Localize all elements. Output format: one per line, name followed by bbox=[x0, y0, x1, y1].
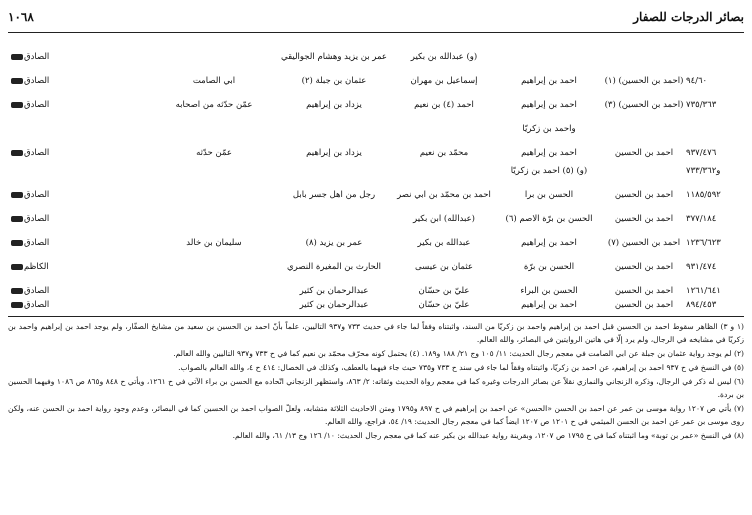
imam-name: الصادق bbox=[24, 52, 50, 62]
honorific-glyph-icon bbox=[11, 264, 23, 270]
page-header bbox=[8, 4, 744, 30]
imam-name: الصادق bbox=[24, 238, 50, 248]
narrator-1: احمد بن الحسين bbox=[614, 214, 674, 224]
narrator-4: الحارث بن المغيرة النصري bbox=[287, 262, 381, 272]
isnad-row bbox=[8, 148, 744, 168]
narrator-2: احمد بن إبراهيم bbox=[521, 300, 577, 310]
narrator-1: (احمد بن الحسين) (١) bbox=[604, 76, 684, 86]
narrator-5: عمّن حدّثه bbox=[196, 148, 232, 158]
honorific-glyph-icon bbox=[11, 150, 23, 156]
isnad-row bbox=[8, 76, 744, 96]
narrator-2: احمد بن إبراهيم bbox=[521, 76, 577, 86]
honorific-glyph-icon bbox=[11, 302, 23, 308]
narrator-1: احمد بن الحسين bbox=[614, 262, 674, 272]
narrator-3: عثمان بن عيسى bbox=[415, 262, 473, 272]
honorific-glyph-icon bbox=[11, 192, 23, 198]
narrator-1: (احمد بن الحسين) (٣) bbox=[604, 100, 684, 110]
narrator-4: يزداد بن إبراهيم bbox=[306, 148, 362, 158]
honorific-glyph-icon bbox=[11, 78, 23, 84]
isnad-row bbox=[8, 214, 744, 234]
imam-name: الصادق bbox=[24, 300, 50, 310]
narrator-2: الحسن بن برّة bbox=[523, 262, 575, 272]
imam-name: الصادق bbox=[24, 148, 50, 158]
footnote: (١ و ٣) الظاهر سقوط احمد بن الحسين قبل احمد بن إبراهيم واحمد بن زكريّا من السند، واثبتناه وفقاً لما جاء في حديث ٧٣٣ و٩٣٧ التاليين، علماً بأنّ احمد بن الحسين بن سعيد من مشايخ الصفّار، ولم يوجد احمد بن إبراهيم واحمد بن زكريّا في مشايخه في الرجال، ولم يرد إلّا في هاتين الروايتين في البصائر، والله العالم. bbox=[8, 322, 745, 344]
book-title: بصائر الدرجات للصفار bbox=[633, 10, 744, 24]
hadith-number: ٨٩٤/٤٥٣ bbox=[686, 300, 717, 310]
narrator-5: ابي الصامت bbox=[192, 76, 236, 86]
hadith-number: ٧٣٥/٣٦٣ bbox=[686, 100, 717, 110]
isnad-row bbox=[8, 124, 744, 144]
hadith-number: ١١٨٥/٥٩٢ bbox=[686, 190, 721, 200]
isnad-row bbox=[8, 52, 744, 72]
hadith-number: ١٢٣٦/٦٢٣ bbox=[686, 238, 721, 248]
isnad-row bbox=[8, 100, 744, 120]
narrator-3: (عبدالله) ابن بكير bbox=[413, 214, 475, 224]
hadith-number: و٧٣٣/٣٦٢ bbox=[686, 166, 721, 176]
isnad-row bbox=[8, 166, 744, 186]
narrator-4: عمر بن يزيد (٨) bbox=[305, 238, 363, 248]
isnad-row bbox=[8, 300, 744, 320]
narrator-4: عمر بن يزيد وهشام الجواليقي bbox=[281, 52, 387, 62]
narrator-4: عبدالرحمان بن كثير bbox=[299, 286, 369, 296]
imam-name: الصادق bbox=[24, 286, 50, 296]
footnote: (٦) ليس له ذكر في الرجال، وذكره الزنجاني والنمازي نقلاً عن بصائر الدرجات وغيره كما في معجم رواة الحديث وثقاته: ٢/ ٨٦٣، واستظهر الزنجاني اتّحاده مع الحسن بن براء الآتي في ح ١٢٦١، ويأتي ح ٨٤٨ و٨٦٥ ص ١٠٨٦ وفيهما الحسين بن بردة. bbox=[8, 377, 744, 399]
narrator-3: عبدالله بن بكير bbox=[417, 238, 471, 248]
hadith-number: ٩٣٧/٤٧٦ bbox=[686, 148, 717, 158]
narrator-4: عبدالرحمان بن كثير bbox=[299, 300, 369, 310]
header-rule bbox=[8, 32, 744, 33]
narrator-4: رجل من اهل جسر بابل bbox=[292, 190, 376, 200]
narrator-2: واحمد بن زكريّا bbox=[522, 124, 576, 134]
page-number: ١٠٦٨ bbox=[8, 10, 34, 24]
imam-name: الصادق bbox=[24, 100, 50, 110]
footnote-separator bbox=[8, 316, 744, 317]
footnote: (٧) يأتي ص ١٢٠٧ رواية موسى بن عمر عن احمد بن الحسن «الحسن» عن احمد بن إبراهيم في ح ٨٩٧ و١٧٩٥ ومتن الاحاديث الثلاثة متشابه، ولعلّ الصواب احمد بن الحسين كما في البصائر، وعدم وجود رواية احمد بن الحسن عنه، ولكن روى موسى بن عمر عن احمد بن الحسن الميثمي في ح ١٢٠١ ص ١٢٠٧ ايضاً كما في معجم رجال الحديث: ١٩/ ٥٤، فراجع، والله العالم. bbox=[8, 404, 744, 426]
narrator-1: احمد بن الحسين (٧) bbox=[607, 238, 681, 248]
narrator-1: احمد بن الحسين bbox=[614, 300, 674, 310]
narrator-3: عليّ بن حسّان bbox=[418, 286, 470, 296]
honorific-glyph-icon bbox=[11, 288, 23, 294]
narrator-2: احمد بن إبراهيم bbox=[521, 100, 577, 110]
footnote: (٢) لم يوجد رواية عثمان بن جبلة عن ابي الصامت في معجم رجال الحديث: ١١/ ١٠٥ وج ٢١/ ١٨٨ و١٨٩. (٤) يحتمل كونه محرّف محمّد بن نعيم كما في ح ٧٣٣ و٩٣٧ التاليين والله العالم. bbox=[173, 349, 744, 358]
hadith-number: ٣٧٧/١٨٤ bbox=[686, 214, 717, 224]
isnad-row bbox=[8, 262, 744, 282]
narrator-2: (و) (٥) احمد بن زكريّا bbox=[510, 166, 588, 176]
footnotes bbox=[8, 320, 744, 443]
narrator-3: احمد بن محمّد بن ابي نصر bbox=[397, 190, 491, 200]
honorific-glyph-icon bbox=[11, 240, 23, 246]
narrator-2: الحسن بن برّة الاصم (٦) bbox=[505, 214, 593, 224]
narrator-2: الحسن بن برا bbox=[524, 190, 574, 200]
honorific-glyph-icon bbox=[11, 216, 23, 222]
narrator-1: احمد بن الحسين bbox=[614, 190, 674, 200]
narrator-5: سليمان بن خالد bbox=[186, 238, 242, 248]
narrator-3: عليّ بن حسّان bbox=[418, 300, 470, 310]
narrator-3: إسماعيل بن مهران bbox=[410, 76, 478, 86]
imam-name: الصادق bbox=[24, 76, 50, 86]
honorific-glyph-icon bbox=[11, 54, 23, 60]
hadith-number: ٩٤/٦٠ bbox=[686, 76, 708, 86]
hadith-number: ١٢٦١/٦٤١ bbox=[686, 286, 721, 296]
imam-name: الصادق bbox=[24, 214, 50, 224]
narrator-4: يزداد بن إبراهيم bbox=[306, 100, 362, 110]
narrator-1: احمد بن الحسين bbox=[614, 148, 674, 158]
honorific-glyph-icon bbox=[11, 102, 23, 108]
narrator-2: احمد بن إبراهيم bbox=[521, 238, 577, 248]
narrator-4: عثمان بن جبلة (٢) bbox=[301, 76, 367, 86]
narrator-1: احمد بن الحسين bbox=[614, 286, 674, 296]
narrator-3: (و) عبدالله بن بكير bbox=[410, 52, 478, 62]
imam-name: الصادق bbox=[24, 190, 50, 200]
narrator-2: احمد بن إبراهيم bbox=[521, 148, 577, 158]
isnad-row bbox=[8, 238, 744, 258]
narrator-5: عمّن حدّثه من اصحابه bbox=[175, 100, 253, 110]
footnote: (٥) في النسخ في ح ٩٣٧ احمد بن إبراهيم، عن احمد بن زكريّا، واثبتناه وفقاً لما جاء في سند ح ٧٣٣ و٧٣٥ حيث جاء فيهما بالعطف، وكذلك في الخصال: ٤١٤ ح ٤، والله العالم بالصواب. bbox=[178, 363, 744, 372]
narrator-3: احمد (٤) بن نعيم bbox=[414, 100, 474, 110]
hadith-number: ٩٣١/٤٧٤ bbox=[686, 262, 717, 272]
imam-name: الكاظم bbox=[24, 262, 49, 272]
footnote: (٨) في النسخ «عمر بن توبة» وما اثبتناه كما في ح ١٧٩٥ ص ١٢٠٧، وبقرينة رواية عبدالله بن بكير عنه كما في معجم رجال الحديث: ١٠/ ١٢٦ وج ١٣/ ٦١، والله العالم. bbox=[232, 431, 744, 440]
narrator-3: محمّد بن نعيم bbox=[419, 148, 469, 158]
narrator-2: الحسن بن البراء bbox=[520, 286, 578, 296]
isnad-row bbox=[8, 190, 744, 210]
